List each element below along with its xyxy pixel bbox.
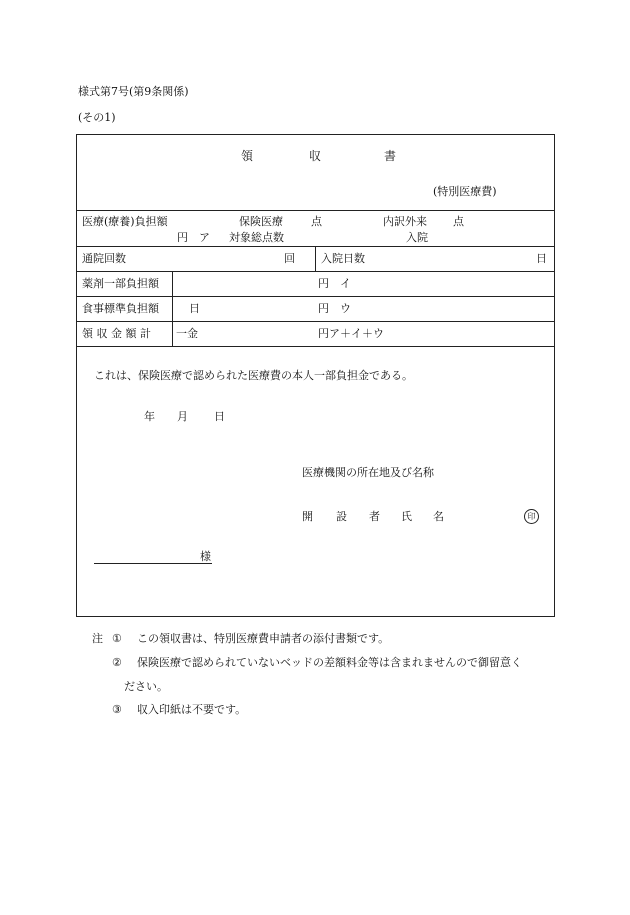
rule-row4-bottom (76, 321, 555, 322)
note-2-continuation: ださい。 (124, 680, 168, 693)
founder-char-2: 設 (336, 510, 347, 523)
outpatient-visits-label: 通院回数 (82, 252, 126, 265)
inpatient-days-unit: 日 (536, 252, 547, 265)
seal-mark: 印 (524, 509, 539, 524)
title-char-2: 収 (309, 149, 322, 163)
breakdown-unit: 点 (453, 215, 464, 228)
total-amount-label: 領 収 金 額 計 (82, 327, 151, 340)
note-2-number: ② (112, 656, 122, 669)
insurance-points-label-2: 対象総点数 (229, 231, 284, 244)
date-month: 月 (177, 410, 188, 423)
date-day: 日 (214, 410, 225, 423)
rule-label-column (172, 271, 173, 346)
meal-burden-label: 食事標準負担額 (82, 302, 159, 315)
institution-label: 医療機関の所在地及び名称 (302, 466, 434, 479)
rule-row3-bottom (76, 296, 555, 297)
note-2-text: 保険医療で認められていないベッドの差額料金等は含まれませんので御留意く (137, 656, 522, 669)
receipt-statement: これは、保険医療で認められた医療費の本人一部負担金である。 (94, 369, 413, 382)
form-part: (その1) (78, 111, 116, 124)
rule-title-bottom (76, 210, 555, 211)
breakdown-inpatient-label: 入院 (406, 231, 428, 244)
medical-burden-label: 医療(療養)負担額 (82, 215, 168, 228)
founder-char-1: 開 (302, 510, 313, 523)
total-amount-value: 円ア＋イ＋ウ (318, 327, 384, 340)
rule-row2-bottom (76, 271, 555, 272)
breakdown-outpatient-label: 内訳外来 (383, 215, 427, 228)
title-char-3: 書 (384, 149, 397, 163)
founder-char-3: 者 (369, 510, 380, 523)
note-1-text: この領収書は、特別医療費申請者の添付書類です。 (137, 632, 390, 645)
founder-char-5: 名 (433, 510, 444, 523)
note-3-text: 収入印紙は不要です。 (137, 703, 247, 716)
medical-burden-yen-a: 円 ア (177, 231, 210, 244)
drug-burden-label: 薬剤一部負担額 (82, 277, 159, 290)
outpatient-visits-unit: 回 (284, 252, 295, 265)
note-3-number: ③ (112, 703, 122, 716)
rule-row5-bottom (76, 346, 555, 347)
inpatient-days-label: 入院日数 (321, 252, 365, 265)
title-subtitle: (特別医療費) (433, 185, 497, 198)
meal-burden-days: 日 (189, 302, 200, 315)
drug-burden-value: 円 イ (318, 277, 351, 290)
insurance-points-label: 保険医療 (239, 215, 283, 228)
title-char-1: 領 (241, 149, 254, 163)
form-reference: 様式第7号(第9条関係) (78, 85, 189, 98)
notes-label: 注 (92, 632, 103, 645)
meal-burden-value: 円 ウ (318, 302, 351, 315)
note-1-number: ① (112, 632, 122, 645)
date-year: 年 (144, 410, 155, 423)
addressee-suffix: 様 (200, 550, 211, 563)
total-amount-prefix: 一金 (176, 327, 198, 340)
insurance-points-unit: 点 (311, 215, 322, 228)
founder-char-4: 氏 (401, 510, 412, 523)
rule-row2-divider (315, 246, 316, 271)
addressee-line (94, 563, 212, 564)
